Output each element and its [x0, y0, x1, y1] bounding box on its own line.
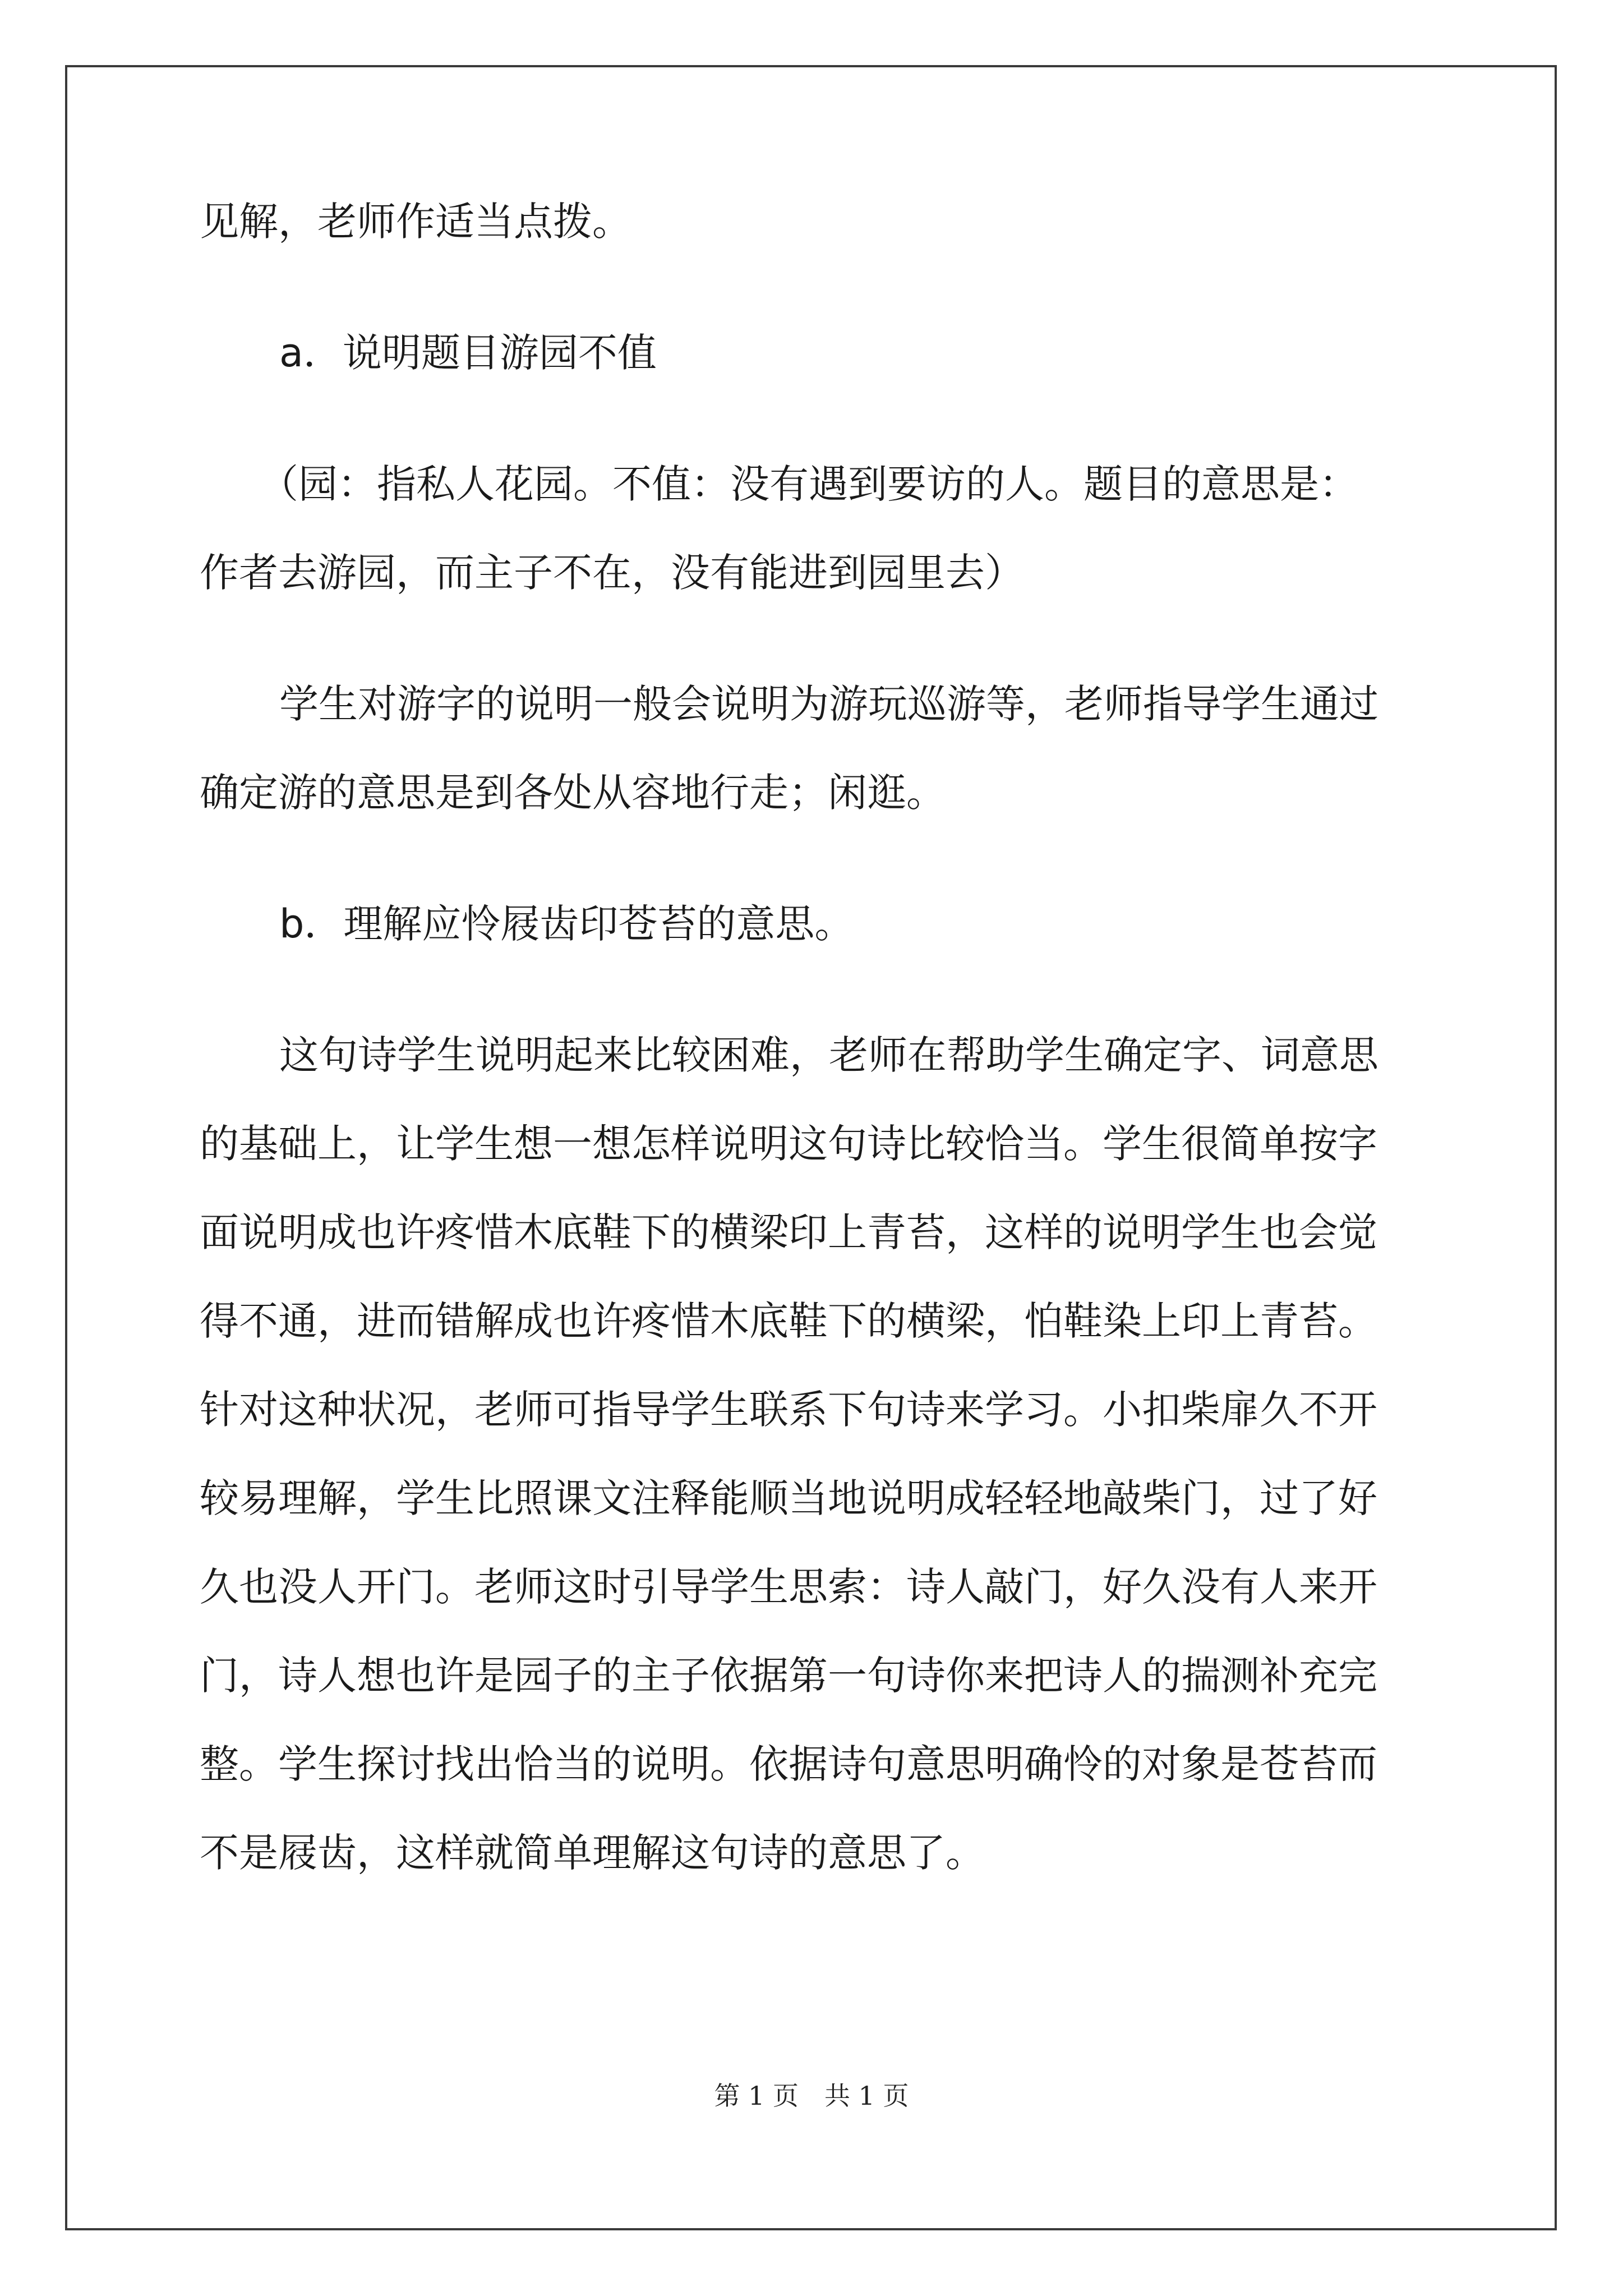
text-line: 确定游的意思是到各处从容地行走；闲逛。	[200, 770, 946, 816]
text-line: a．说明题目游园不值	[279, 330, 657, 376]
text-line: 久也没人开门。老师这时引导学生思索：诗人敲门，好久没有人来开	[200, 1564, 1377, 1610]
text-line: b．理解应怜屐齿印苍苔的意思。	[279, 901, 854, 947]
text-line: 门，诗人想也许是园子的主子依据第一句诗你来把诗人的揣测补充完	[200, 1653, 1377, 1699]
text-line: 作者去游园，而主子不在，没有能进到园里去）	[200, 550, 1024, 596]
text-line: 的基础上，让学生想一想怎样说明这句诗比较恰当。学生很简单按字	[200, 1121, 1377, 1167]
text-line: 面说明成也许疼惜木底鞋下的横梁印上青苔，这样的说明学生也会觉	[200, 1209, 1377, 1255]
text-line: 见解，老师作适当点拨。	[200, 199, 631, 245]
text-line: 针对这种状况，老师可指导学生联系下句诗来学习。小扣柴扉久不开	[200, 1387, 1377, 1433]
text-line: 较易理解，学生比照课文注释能顺当地说明成轻轻地敲柴门，过了好	[200, 1475, 1377, 1521]
text-line: 得不通，进而错解成也许疼惜木底鞋下的横梁，怕鞋染上印上青苔。	[200, 1298, 1377, 1344]
text-line: （园：指私人花园。不值：没有遇到要访的人。题目的意思是：	[259, 461, 1358, 507]
page-number: 第 1 页 共 1 页	[714, 2081, 909, 2111]
text-line: 学生对游字的说明一般会说明为游玩巡游等，老师指导学生通过	[279, 681, 1378, 727]
text-line: 整。学生探讨找出恰当的说明。依据诗句意思明确怜的对象是苍苔而	[200, 1741, 1377, 1787]
text-line: 这句诗学生说明起来比较困难，老师在帮助学生确定字、词意思	[279, 1032, 1378, 1078]
text-line: 不是屐齿，这样就简单理解这句诗的意思了。	[200, 1830, 985, 1876]
